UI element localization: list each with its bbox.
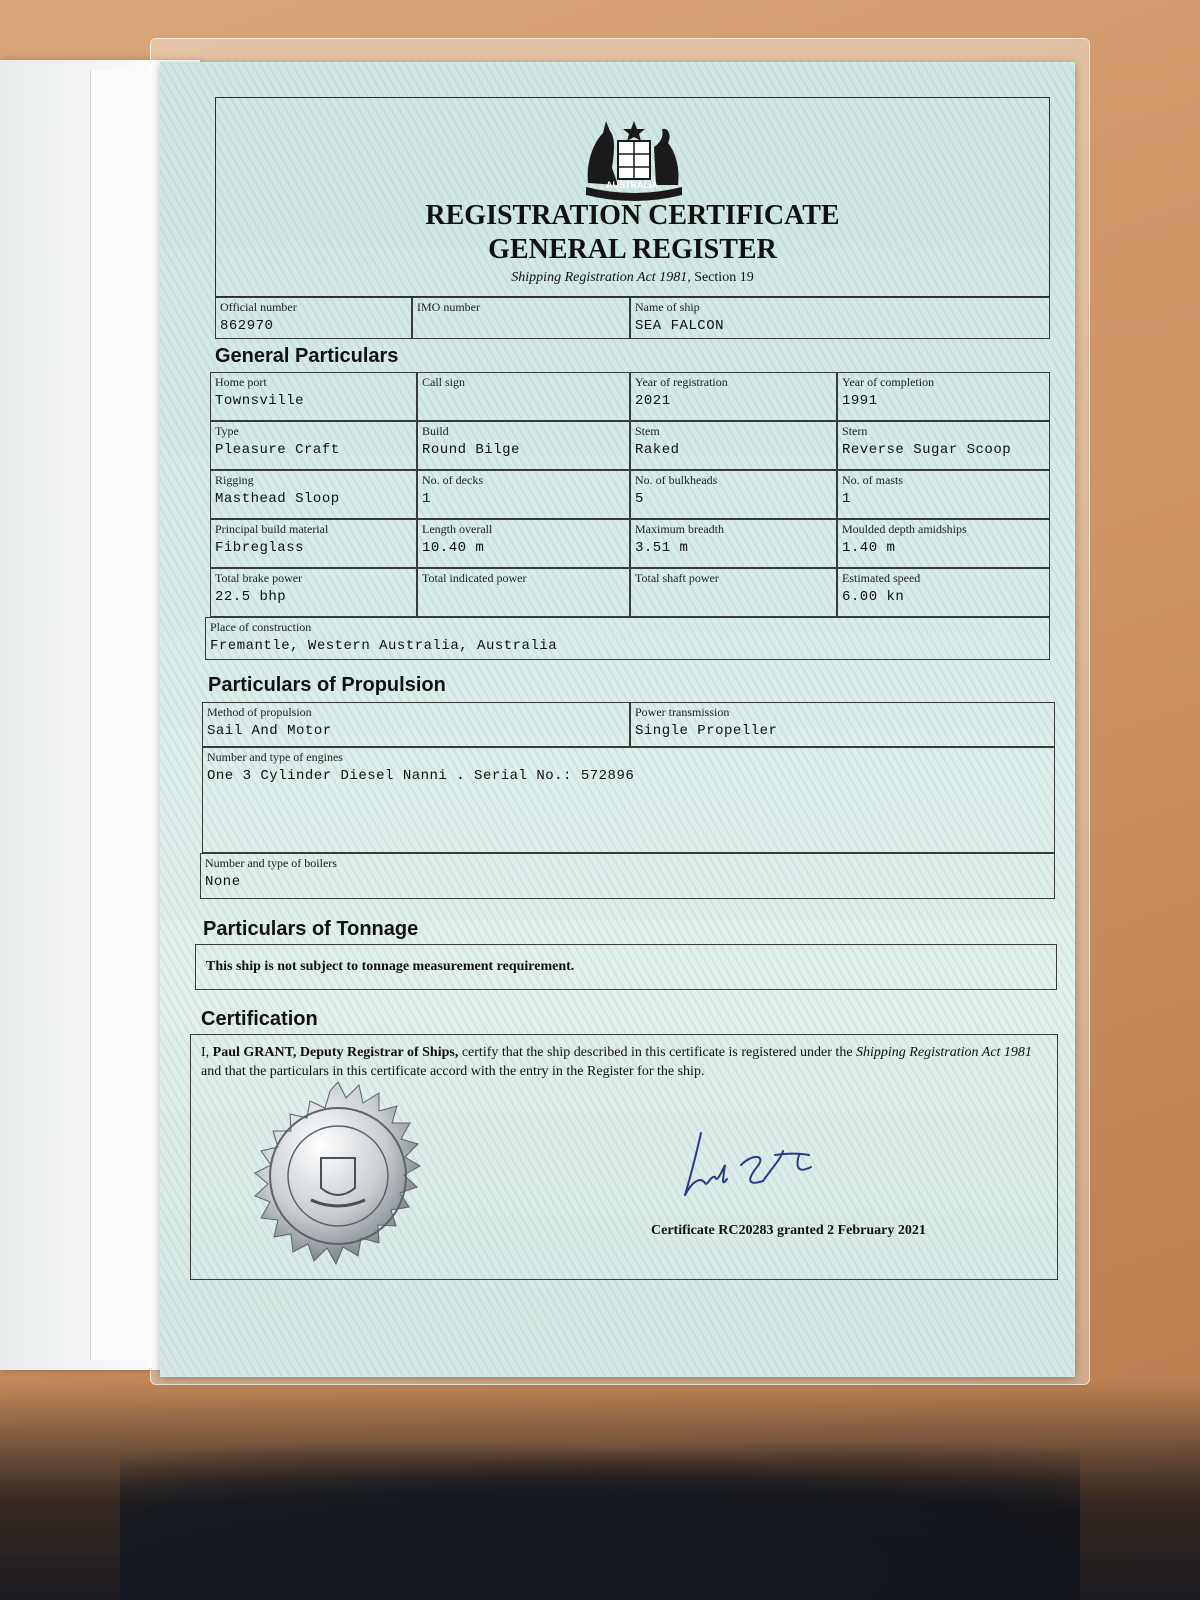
stem-cell [630,421,837,470]
act-italic: Shipping Registration Act 1981 [856,1045,1032,1060]
bulkheads-cell [630,470,837,519]
method-propulsion-value: Sail And Motor [207,723,332,739]
register-title: GENERAL REGISTER [488,234,777,265]
photographer-feet [120,1440,1080,1600]
home-port-cell [210,372,417,421]
type-value: Pleasure Craft [215,442,340,458]
rigging-value: Masthead Sloop [215,491,340,507]
engines-label: Number and type of engines [207,750,343,764]
breadth-label: Maximum breadth [635,522,724,536]
boilers-cell [200,853,1055,899]
speed-value: 6.00 kn [842,589,905,605]
depth-label: Moulded depth amidships [842,522,967,536]
year-registration-cell [630,372,837,421]
certification-statement [201,1043,1047,1081]
home-port-label: Home port [215,375,267,389]
stern-cell [837,421,1050,470]
place-construction-value: Fremantle, Western Australia, Australia [210,638,558,654]
decks-value: 1 [422,491,431,507]
official-number-cell [215,297,412,339]
length-label: Length overall [422,522,493,536]
power-transmission-cell [630,702,1055,747]
certificate-title: REGISTRATION CERTIFICATE [425,200,840,231]
certification-box [190,1034,1058,1280]
speed-cell [837,568,1050,617]
statement-prefix: I, [201,1045,213,1060]
year-registration-label: Year of registration [635,375,728,389]
bulkheads-value: 5 [635,491,644,507]
call-sign-cell [417,372,630,421]
stem-value: Raked [635,442,680,458]
tonnage-box [195,944,1057,990]
shaft-power-cell [630,568,837,617]
brake-power-value: 22.5 bhp [215,589,287,605]
propulsion-heading: Particulars of Propulsion [208,674,446,696]
masts-label: No. of masts [842,473,903,487]
shaft-power-label: Total shaft power [635,571,719,585]
speed-label: Estimated speed [842,571,921,585]
registration-seal-icon [233,1080,443,1290]
registration-certificate [160,62,1075,1377]
material-value: Fibreglass [215,540,305,556]
rigging-label: Rigging [215,473,254,487]
masts-value: 1 [842,491,851,507]
act-name: Shipping Registration Act 1981, [511,270,691,285]
method-propulsion-cell [202,702,630,747]
year-registration-value: 2021 [635,393,671,409]
indicated-power-label: Total indicated power [422,571,527,585]
build-label: Build [422,424,449,438]
decks-label: No. of decks [422,473,483,487]
material-cell [210,519,417,568]
year-completion-label: Year of completion [842,375,935,389]
imo-number-cell [412,297,630,339]
official-number-label: Official number [220,300,297,314]
section-ref: Section 19 [694,270,754,285]
certification-heading: Certification [201,1008,318,1030]
home-port-value: Townsville [215,393,305,409]
call-sign-label: Call sign [422,375,466,389]
length-value: 10.40 m [422,540,485,556]
place-construction-label: Place of construction [210,620,312,634]
depth-cell [837,519,1050,568]
ship-name-value: SEA FALCON [635,318,725,334]
ship-name-cell [630,297,1050,339]
statement-end: and that the particulars in this certificate accord with the entry in the Register for the ship. [201,1064,705,1079]
indicated-power-cell [417,568,630,617]
ship-name-label: Name of ship [635,300,700,314]
length-cell [417,519,630,568]
signature-icon [671,1125,841,1205]
material-label: Principal build material [215,522,329,536]
depth-value: 1.40 m [842,540,896,556]
general-particulars-heading: General Particulars [215,345,399,367]
tonnage-heading: Particulars of Tonnage [203,918,419,940]
official-number-value: 862970 [220,318,274,334]
build-cell [417,421,630,470]
masts-cell [837,470,1050,519]
year-completion-cell [837,372,1050,421]
brake-power-label: Total brake power [215,571,303,585]
breadth-value: 3.51 m [635,540,689,556]
type-label: Type [215,424,239,438]
tonnage-text: This ship is not subject to tonnage measurement requirement. [206,959,575,974]
rigging-cell [210,470,417,519]
imo-number-label: IMO number [417,300,480,314]
breadth-cell [630,519,837,568]
type-cell [210,421,417,470]
year-completion-value: 1991 [842,393,878,409]
act-reference [216,270,1049,286]
power-transmission-label: Power transmission [635,705,730,719]
brake-power-cell [210,568,417,617]
boilers-label: Number and type of boilers [205,856,337,870]
header-box [215,97,1050,297]
stern-value: Reverse Sugar Scoop [842,442,1012,458]
power-transmission-value: Single Propeller [635,723,778,739]
statement-middle: certify that the ship described in this certificate is registered under the [458,1045,857,1060]
build-value: Round Bilge [422,442,520,458]
stem-label: Stem [635,424,660,438]
boilers-value: None [205,874,241,890]
stern-label: Stern [842,424,868,438]
method-propulsion-label: Method of propulsion [207,705,312,719]
emblem-label: AUSTRALIA [606,180,658,190]
certificate-grant-line: Certificate RC20283 granted 2 February 2021 [651,1223,926,1238]
decks-cell [417,470,630,519]
place-construction-cell [205,617,1050,660]
bulkheads-label: No. of bulkheads [635,473,718,487]
engines-cell [202,747,1055,853]
engines-value: One 3 Cylinder Diesel Nanni . Serial No.: 572896 [207,768,635,784]
registrar-name: Paul GRANT, Deputy Registrar of Ships, [212,1045,459,1060]
